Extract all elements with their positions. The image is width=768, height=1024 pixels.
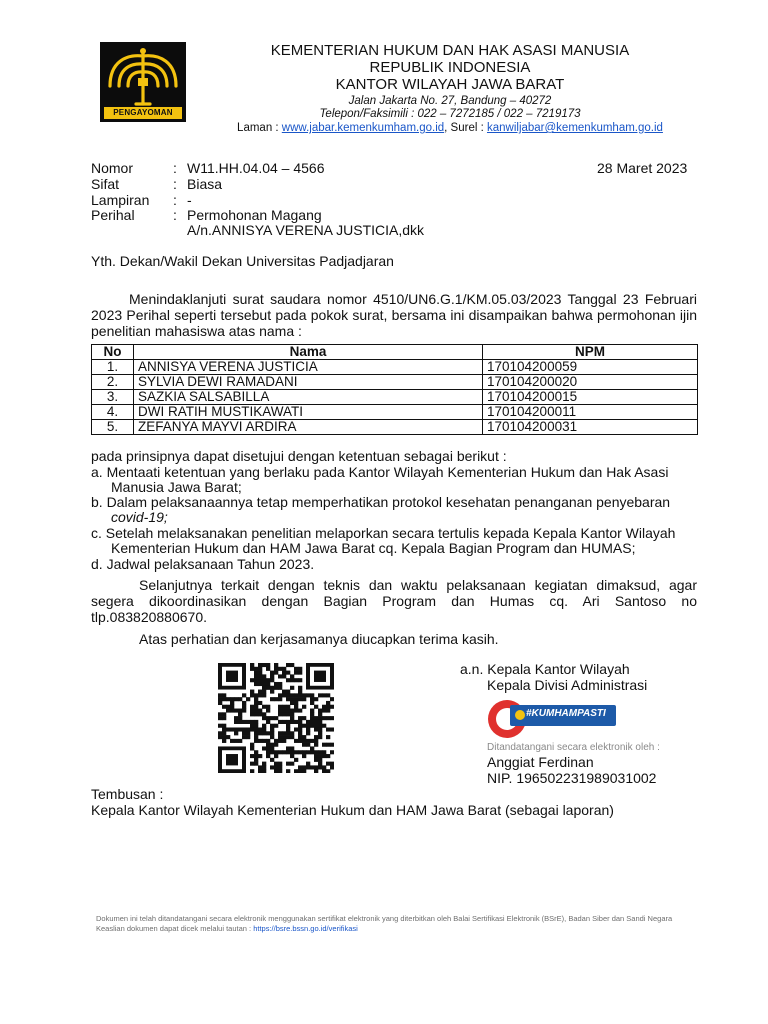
closing-line: Atas perhatian dan kerjasamanya diucapkan terima kasih. [139,631,499,647]
signer-name: Anggiat Ferdinan [487,754,594,770]
student-table [91,344,698,435]
badge-text: #KUMHAMPASTI [526,708,606,719]
cc-label: Tembusan : [91,786,164,802]
signature-division: Kepala Divisi Administrasi [487,677,648,693]
condition-a: a. Mentaati ketentuan yang berlaku pada Kantor Wilayah Kementerian Hukum dan Hak Asasi [91,464,669,480]
sifat-value: Biasa [187,176,223,192]
recipient: Yth. Dekan/Wakil Dekan Universitas Padjadjaran [91,253,394,269]
country-name: REPUBLIK INDONESIA [369,59,531,76]
table-row [92,360,698,375]
email-label: , Surel : [444,122,487,134]
kumham-pasti-badge [486,698,628,740]
row-npm: 170104200015 [483,390,698,405]
office-name: KANTOR WILAYAH JAWA BARAT [335,76,565,93]
nomor-label: Nomor [91,160,134,176]
row-name: SAZKIA SALSABILLA [134,390,483,405]
colon: : [173,192,177,208]
conditions-lead: pada prinsipnya dapat disetujui dengan ketentuan sebagai berikut : [91,448,507,464]
ministry-logo [100,42,186,122]
row-name: SYLVIA DEWI RAMADANI [134,375,483,390]
qr-code [218,663,334,773]
row-name: DWI RATIH MUSTIKAWATI [134,405,483,420]
email-link[interactable]: kanwiljabar@kemenkumham.go.id [486,122,663,134]
perihal-value-line2: A/n.ANNISYA VERENA JUSTICIA,dkk [187,222,425,238]
condition-d: d. Jadwal pelaksanaan Tahun 2023. [91,556,315,572]
condition-c: c. Setelah melaksanakan penelitian melaporkan secara tertulis kepada Kepala Kantor Wilayah [91,525,676,541]
table-header-row [92,345,698,360]
followup-paragraph: Selanjutnya terkait dengan teknis dan waktu pelaksanaan kegiatan dimaksud, agar segera dikoordinasikan dengan Bagian Program dan Humas cq. Ari Santoso no tlp.083820880670. [91,577,697,625]
row-npm: 170104200011 [483,405,698,420]
condition-c-cont: Kementerian Hukum dan HAM Jawa Barat cq. Kepala Bagian Program dan HUMAS; [111,540,636,556]
signature-on-behalf: a.n. Kepala Kantor Wilayah [460,661,630,677]
row-no: 1. [92,360,134,375]
footer-disclaimer: Dokumen ini telah ditandatangani secara elektronik menggunakan sertifikat elektronik yang diterbitkan oleh Balai Sertifikasi Elektronik (BSrE), Badan Siber dan Sandi Negara [96,914,673,923]
colon: : [173,207,177,223]
lampiran-value: - [187,192,192,208]
footer-verify [96,924,358,933]
row-npm: 170104200031 [483,420,698,435]
header-no: No [92,345,134,360]
site-label: Laman : [237,122,282,134]
kumham-pasti-logo-icon [486,698,628,740]
condition-b-cont: covid-19; [111,509,168,525]
condition-b: b. Dalam pelaksanaannya tetap memperhatikan protokol kesehatan penanganan penyebaran [91,494,671,510]
office-contacts [200,122,700,134]
condition-a-cont: Manusia Jawa Barat; [111,479,242,495]
table-row [92,420,698,435]
office-address: Jalan Jakarta No. 27, Bandung – 40272 [348,95,552,107]
nomor-value: W11.HH.04.04 – 4566 [187,160,325,176]
row-no: 4. [92,405,134,420]
cc-item: Kepala Kantor Wilayah Kementerian Hukum dan HAM Jawa Barat (sebagai laporan) [91,802,614,818]
header-npm: NPM [483,345,698,360]
sifat-label: Sifat [91,176,120,192]
row-npm: 170104200020 [483,375,698,390]
row-no: 2. [92,375,134,390]
perihal-value: Permohonan Magang [187,207,322,223]
letter-date: 28 Maret 2023 [597,160,688,176]
intro-paragraph: Menindaklanjuti surat saudara nomor 4510/UN6.G.1/KM.05.03/2023 Tanggal 23 Februari 2023 Perihal seperti tersebut pada pokok surat, bersama ini disampaikan bahwa permohonan ijin penelitian mahasiswa atas nama : [91,291,697,339]
table-row [92,390,698,405]
header-name: Nama [134,345,483,360]
office-phone: Telepon/Faksimili : 022 – 7272185 / 022 – 7219173 [319,108,581,120]
row-no: 3. [92,390,134,405]
table-row [92,405,698,420]
esign-note: Ditandatangani secara elektronik oleh : [487,742,660,753]
qr-code-graphic [218,663,334,773]
signer-nip: NIP. 196502231989031002 [487,770,657,786]
perihal-label: Perihal [91,207,135,223]
row-npm: 170104200059 [483,360,698,375]
row-name: ZEFANYA MAYVI ARDIRA [134,420,483,435]
lampiran-label: Lampiran [91,192,150,208]
logo-label: PENGAYOMAN [104,107,182,119]
row-no: 5. [92,420,134,435]
verify-link[interactable]: https://bsre.bssn.go.id/verifikasi [253,924,358,933]
footer-verify-label: Keaslian dokumen dapat dicek melalui tautan : [96,924,254,933]
row-name: ANNISYA VERENA JUSTICIA [134,360,483,375]
table-row [92,375,698,390]
website-link[interactable]: www.jabar.kemenkumham.go.id [281,122,445,134]
colon: : [173,160,177,176]
colon: : [173,176,177,192]
ministry-name: KEMENTERIAN HUKUM DAN HAK ASASI MANUSIA [270,42,630,59]
